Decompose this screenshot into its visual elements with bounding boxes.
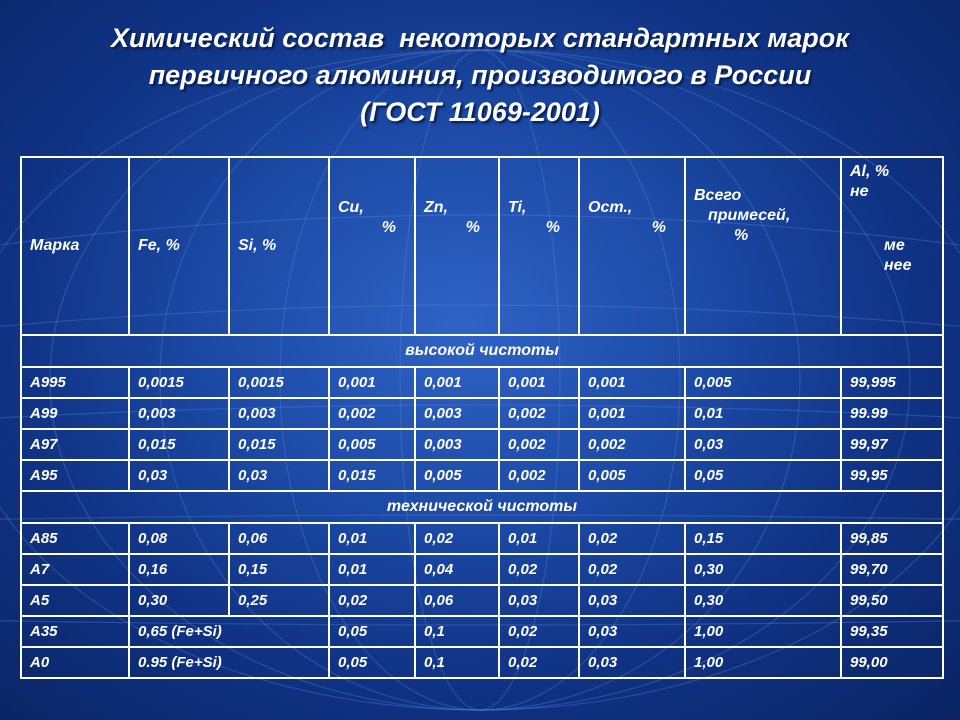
cell-total: 0,30 bbox=[685, 585, 841, 616]
cell-ti: 0,002 bbox=[499, 429, 579, 460]
composition-table bbox=[20, 156, 944, 679]
cell-grade: A35 bbox=[21, 616, 129, 647]
cell-total: 1,00 bbox=[685, 616, 841, 647]
cell-cu: 0,05 bbox=[329, 616, 415, 647]
table-row bbox=[21, 616, 943, 647]
cell-si: 0,03 bbox=[229, 460, 329, 491]
cell-fe: 0,30 bbox=[129, 585, 229, 616]
cell-grade: A99 bbox=[21, 398, 129, 429]
cell-ost: 0,03 bbox=[579, 616, 685, 647]
cell-cu: 0,001 bbox=[329, 367, 415, 398]
cell-ti: 0,002 bbox=[499, 398, 579, 429]
cell-ti: 0,001 bbox=[499, 367, 579, 398]
cell-ost: 0,001 bbox=[579, 398, 685, 429]
section-high-purity bbox=[21, 335, 943, 367]
header-ti bbox=[499, 157, 579, 335]
cell-ti: 0,01 bbox=[499, 523, 579, 554]
cell-ost: 0,001 bbox=[579, 367, 685, 398]
cell-total: 1,00 bbox=[685, 647, 841, 678]
cell-cu: 0,01 bbox=[329, 554, 415, 585]
cell-al: 99,95 bbox=[841, 460, 943, 491]
cell-fe-si: 0.95 (Fe+Si) bbox=[129, 647, 329, 678]
cell-zn: 0,005 bbox=[415, 460, 499, 491]
table-row bbox=[21, 585, 943, 616]
cell-ti: 0,02 bbox=[499, 647, 579, 678]
header-cu bbox=[329, 157, 415, 335]
cell-al: 99,00 bbox=[841, 647, 943, 678]
cell-grade: A85 bbox=[21, 523, 129, 554]
cell-zn: 0,001 bbox=[415, 367, 499, 398]
cell-grade: A0 bbox=[21, 647, 129, 678]
header-si: Si, % bbox=[229, 157, 329, 335]
cell-ti: 0,002 bbox=[499, 460, 579, 491]
section-high-purity-label: высокой чистоты bbox=[21, 335, 943, 367]
table-row bbox=[21, 647, 943, 678]
cell-grade: A97 bbox=[21, 429, 129, 460]
slide-title bbox=[0, 20, 960, 131]
cell-cu: 0,02 bbox=[329, 585, 415, 616]
cell-total: 0,15 bbox=[685, 523, 841, 554]
header-zn-label: Zn, bbox=[424, 199, 448, 216]
header-al-line3: ме bbox=[884, 237, 905, 254]
cell-al: 99,85 bbox=[841, 523, 943, 554]
header-al-line2: не bbox=[850, 183, 869, 200]
cell-si: 0,015 bbox=[229, 429, 329, 460]
cell-ti: 0,02 bbox=[499, 554, 579, 585]
cell-grade: A995 bbox=[21, 367, 129, 398]
cell-zn: 0,06 bbox=[415, 585, 499, 616]
cell-total: 0,005 bbox=[685, 367, 841, 398]
cell-al: 99,70 bbox=[841, 554, 943, 585]
cell-al: 99.99 bbox=[841, 398, 943, 429]
cell-cu: 0,005 bbox=[329, 429, 415, 460]
cell-zn: 0,003 bbox=[415, 398, 499, 429]
header-cu-unit: % bbox=[381, 219, 396, 236]
cell-zn: 0,1 bbox=[415, 616, 499, 647]
cell-grade: A95 bbox=[21, 460, 129, 491]
cell-al: 99,50 bbox=[841, 585, 943, 616]
header-zn bbox=[415, 157, 499, 335]
title-line-3: (ГОСТ 11069-2001) bbox=[360, 97, 600, 127]
cell-total: 0,01 bbox=[685, 398, 841, 429]
cell-grade: A5 bbox=[21, 585, 129, 616]
cell-si: 0,25 bbox=[229, 585, 329, 616]
cell-ost: 0,002 bbox=[579, 429, 685, 460]
table-row bbox=[21, 398, 943, 429]
cell-ost: 0,02 bbox=[579, 554, 685, 585]
table-row bbox=[21, 523, 943, 554]
header-ost-unit: % bbox=[651, 219, 666, 236]
table-header-row bbox=[21, 157, 943, 335]
table-row bbox=[21, 460, 943, 491]
header-total-line1: Всего bbox=[694, 187, 742, 204]
cell-zn: 0,003 bbox=[415, 429, 499, 460]
cell-zn: 0,04 bbox=[415, 554, 499, 585]
cell-cu: 0,01 bbox=[329, 523, 415, 554]
header-ti-label: Ti, bbox=[508, 199, 527, 216]
cell-ti: 0,02 bbox=[499, 616, 579, 647]
cell-ost: 0,005 bbox=[579, 460, 685, 491]
cell-al: 99,35 bbox=[841, 616, 943, 647]
header-total-line3: % bbox=[734, 227, 749, 244]
cell-fe: 0,0015 bbox=[129, 367, 229, 398]
cell-cu: 0,015 bbox=[329, 460, 415, 491]
cell-total: 0,30 bbox=[685, 554, 841, 585]
header-ost-label: Ост., bbox=[588, 199, 633, 216]
cell-grade: A7 bbox=[21, 554, 129, 585]
cell-ost: 0,03 bbox=[579, 585, 685, 616]
cell-ti: 0,03 bbox=[499, 585, 579, 616]
table-row bbox=[21, 367, 943, 398]
header-grade: Марка bbox=[21, 157, 129, 335]
header-total bbox=[685, 157, 841, 335]
cell-fe: 0,08 bbox=[129, 523, 229, 554]
cell-zn: 0,1 bbox=[415, 647, 499, 678]
table-row bbox=[21, 554, 943, 585]
cell-fe: 0,03 bbox=[129, 460, 229, 491]
header-ost bbox=[579, 157, 685, 335]
cell-si: 0,06 bbox=[229, 523, 329, 554]
cell-fe: 0,015 bbox=[129, 429, 229, 460]
header-cu-label: Cu, bbox=[338, 199, 364, 216]
header-al-line4: нее bbox=[884, 257, 912, 274]
cell-total: 0,05 bbox=[685, 460, 841, 491]
table-row bbox=[21, 429, 943, 460]
header-fe: Fe, % bbox=[129, 157, 229, 335]
header-zn-unit: % bbox=[465, 219, 480, 236]
header-al-line1: Al, % bbox=[850, 163, 890, 180]
cell-al: 99,995 bbox=[841, 367, 943, 398]
header-al bbox=[841, 157, 943, 335]
header-total-line2: примесей, bbox=[708, 207, 791, 224]
cell-si: 0,003 bbox=[229, 398, 329, 429]
section-technical-purity-label: технической чистоты bbox=[21, 491, 943, 523]
cell-fe: 0,16 bbox=[129, 554, 229, 585]
cell-total: 0,03 bbox=[685, 429, 841, 460]
title-line-1: Химический состав некоторых стандартных марок bbox=[111, 23, 849, 53]
header-ti-unit: % bbox=[545, 219, 560, 236]
title-line-2: первичного алюминия, производимого в России bbox=[148, 60, 812, 90]
cell-ost: 0,03 bbox=[579, 647, 685, 678]
cell-fe-si: 0,65 (Fe+Si) bbox=[129, 616, 329, 647]
cell-cu: 0,002 bbox=[329, 398, 415, 429]
cell-si: 0,15 bbox=[229, 554, 329, 585]
cell-cu: 0,05 bbox=[329, 647, 415, 678]
section-technical-purity bbox=[21, 491, 943, 523]
cell-fe: 0,003 bbox=[129, 398, 229, 429]
cell-zn: 0,02 bbox=[415, 523, 499, 554]
cell-ost: 0,02 bbox=[579, 523, 685, 554]
cell-al: 99,97 bbox=[841, 429, 943, 460]
cell-si: 0,0015 bbox=[229, 367, 329, 398]
